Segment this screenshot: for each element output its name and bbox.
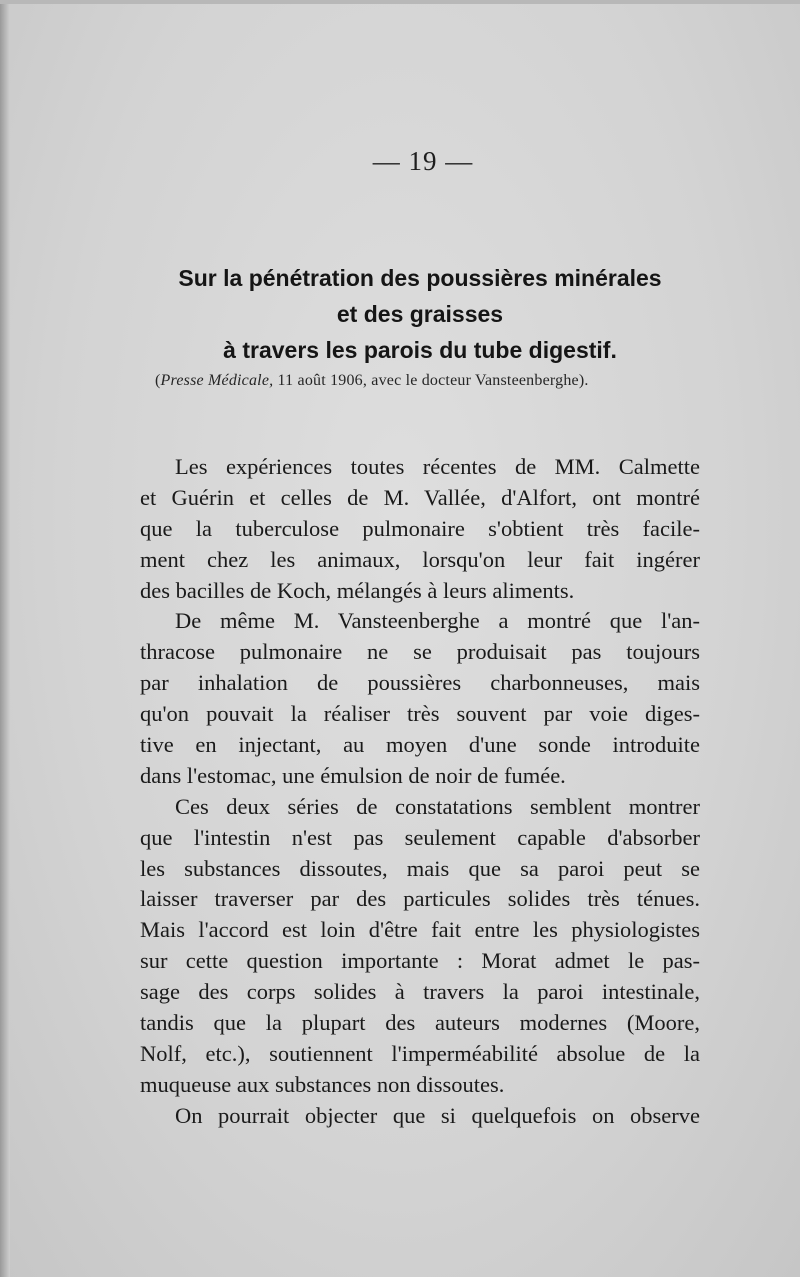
paragraph-2-line-3: par inhalation de poussières charbonneuses, mais: [140, 670, 700, 696]
paragraph-3-line-7: sage des corps solides à travers la paroi intestinale,: [140, 979, 700, 1005]
paragraph-3-line-10: muqueuse aux substances non dissoutes.: [140, 1071, 505, 1097]
paragraph-1-line-4: ment chez les animaux, lorsqu'on leur fait ingérer: [140, 546, 700, 572]
paragraph-2-line-6: dans l'estomac, une émulsion de noir de fumée.: [140, 762, 566, 788]
article-title: [140, 260, 700, 368]
paragraph-1-line-1: Les expériences toutes récentes de MM. Calmette: [175, 454, 700, 479]
title-line-2: et des graisses: [336, 301, 504, 327]
paragraph-3-line-5: Mais l'accord est loin d'être fait entre les physiologistes: [140, 917, 700, 943]
title-line-3: à travers les parois du tube digestif.: [223, 337, 617, 363]
paragraph-1-line-5: des bacilles de Koch, mélangés à leurs aliments.: [140, 577, 575, 603]
paragraph-2-line-1: De même M. Vansteenberghe a montré que l'an-: [175, 608, 700, 634]
paragraph-2-line-5: tive en injectant, au moyen d'une sonde introduite: [140, 732, 700, 758]
paragraph-1-line-3: que la tuberculose pulmonaire s'obtient très facile-: [140, 515, 700, 541]
page-left-edge-shadow: [0, 0, 10, 1277]
page-number: — 19 —: [372, 146, 474, 176]
paragraph-1-line-2: et Guérin et celles de M. Vallée, d'Alfort, ont montré: [140, 484, 700, 510]
page-top-edge: [0, 0, 800, 4]
citation: [155, 372, 715, 390]
paragraph-3-line-8: tandis que la plupart des auteurs modernes (Moore,: [140, 1010, 700, 1036]
citation-details: 11 août 1906, avec le docteur Vansteenberghe).: [273, 372, 589, 389]
citation-open-paren: (: [155, 372, 161, 389]
paragraph-2-line-2: thracose pulmonaire ne se produisait pas toujours: [140, 639, 700, 665]
title-line-1: Sur la pénétration des poussières minérales: [178, 265, 662, 291]
paragraph-4-line-1: On pourrait objecter que si quelquefois on observe: [175, 1102, 700, 1128]
paragraph-2-line-4: qu'on pouvait la réaliser très souvent par voie diges-: [140, 701, 700, 727]
paragraph-3-line-4: laisser traverser par des particules solides très ténues.: [140, 886, 700, 912]
paragraph-3-line-1: Ces deux séries de constatations semblent montrer: [175, 793, 700, 819]
citation-journal: Presse Médicale,: [160, 372, 274, 389]
body-text: [140, 452, 700, 1132]
paragraph-3-line-2: que l'intestin n'est pas seulement capable d'absorber: [140, 824, 700, 850]
paragraph-3-line-9: Nolf, etc.), soutiennent l'imperméabilité absolue de la: [140, 1040, 700, 1066]
paragraph-3-line-3: les substances dissoutes, mais que sa paroi peut se: [140, 855, 700, 881]
paragraph-3-line-6: sur cette question importante : Morat admet le pas-: [140, 948, 700, 974]
